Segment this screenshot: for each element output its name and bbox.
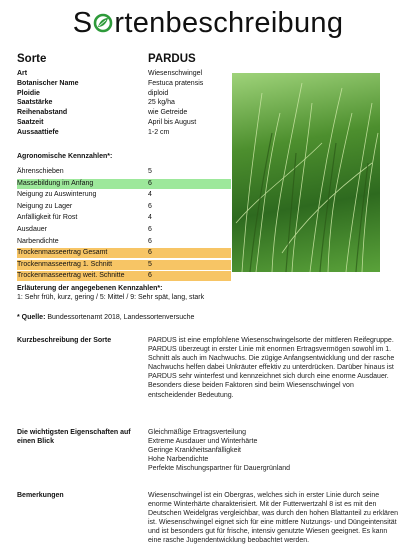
detail-row xyxy=(17,128,231,138)
grass-photo xyxy=(232,73,380,272)
detail-row xyxy=(17,79,231,89)
agronomic-title: Agronomische Kennzahlen*: xyxy=(17,153,113,160)
agronomic-label: Ährenschieben xyxy=(17,168,64,175)
detail-label: Ploidie xyxy=(17,89,40,97)
eigenschaften-title xyxy=(17,428,131,446)
agronomic-row xyxy=(17,167,231,177)
legend-text: 1: Sehr früh, kurz, gering / 5: Mittel / 9: Sehr spät, lang, stark xyxy=(17,294,205,301)
detail-label: Botanischer Name xyxy=(17,79,79,87)
agronomic-value: 6 xyxy=(148,237,152,245)
agronomic-label: Neigung zu Lager xyxy=(17,202,73,210)
agronomic-value: 6 xyxy=(148,179,152,187)
detail-row xyxy=(17,98,231,108)
detail-row xyxy=(17,69,231,79)
agronomic-value: 6 xyxy=(148,202,152,210)
agronomic-label: Trockenmasseertrag weit. Schnitte xyxy=(17,272,125,280)
sorte-name: PARDUS xyxy=(148,53,196,65)
agronomic-row xyxy=(17,237,231,247)
detail-label: Aussaattiefe xyxy=(17,128,59,136)
sorte-label: Sorte xyxy=(17,53,47,65)
title-prefix: S xyxy=(72,7,93,39)
agronomic-row xyxy=(17,213,231,223)
detail-value: April bis August xyxy=(148,119,197,126)
agronomic-row xyxy=(17,179,231,189)
agronomic-label: Trockenmasseertrag Gesamt xyxy=(17,249,108,257)
source-line xyxy=(17,313,194,322)
agronomic-value: 4 xyxy=(148,191,152,199)
agronomic-value: 4 xyxy=(148,214,152,222)
eigenschaften-title-line1: Die wichtigsten Eigenschaften auf xyxy=(17,429,131,436)
source-label: * Quelle: xyxy=(17,314,46,321)
eigenschaften-title-line2: einen Blick xyxy=(17,438,54,445)
detail-row xyxy=(17,89,231,99)
detail-value: 1-2 cm xyxy=(148,128,170,136)
agronomic-row xyxy=(17,202,231,212)
eigenschaften-list xyxy=(148,428,402,473)
detail-row xyxy=(17,108,231,118)
agronomic-value: 6 xyxy=(148,272,152,280)
page-title xyxy=(0,6,416,40)
agronomic-value: 6 xyxy=(148,226,152,233)
detail-label: Art xyxy=(17,70,28,77)
title-suffix: rtenbeschreibung xyxy=(114,7,344,39)
detail-value: Festuca pratensis xyxy=(148,79,204,87)
agronomic-label: Neigung zu Auswinterung xyxy=(17,191,97,199)
source-text: Bundessortenamt 2018, Landessortenversuche xyxy=(47,314,195,321)
bemerkungen-text: Wiesenschwingel ist ein Obergras, welches sich in erster Linie durch seine enorme Winterhärte charakterisiert. Mit der Futterwertzahl 8 ist es mit den Deutschen Weidelgras vergleichbar, was durch den hohen Blattanteil zu erklären ist. Wiesenschwingel eignet sich für eine mittlere Nutzungs- und Düngeintensität und ist besonders gut für frische, intensiv genutzte Wiesen geeignet. Es kann eine rasche Jugendentwicklung beobachtet werden. xyxy=(148,492,399,545)
eigenschaft-item: Extreme Ausdauer und Winterhärte xyxy=(148,438,258,446)
detail-label: Reihenabstand xyxy=(17,109,68,117)
kurz-text: PARDUS ist eine empfohlene Wiesenschwingelsorte der mittleren Reifegruppe. PARDUS überzeugt in erster Linie mit enormen Ertragsvermögen sowohl im 1. Schnitt als auch im Nachwuchs. Die zügige Anfangsentwicklung und der rasche Nachwuchs helfen dabei Unkräuter effektiv zu unterdrücken. Darüber hinaus ist PARDUS sehr winterfest und kennzeichnet sich durch eine enorme Ausdauer. Besonders diese beiden Faktoren sind beim Wiesenschwingel von entscheidender Bedeutung. xyxy=(148,337,395,399)
agronomic-label: Ausdauer xyxy=(17,226,47,233)
eigenschaft-item: Perfekte Mischungspartner für Dauergrünland xyxy=(148,465,291,473)
detail-value: wie Getreide xyxy=(148,109,188,117)
leaf-logo-icon xyxy=(93,13,113,33)
agronomic-value: 6 xyxy=(148,249,152,257)
detail-label: Saatstärke xyxy=(17,99,53,107)
agronomic-row xyxy=(17,225,231,235)
agronomic-value: 5 xyxy=(148,260,152,268)
agronomic-row xyxy=(17,190,231,200)
detail-value: 25 kg/ha xyxy=(148,99,175,107)
grass-illustration xyxy=(232,73,380,272)
legend-title: Erläuterung der angegebenen Kennzahlen*: xyxy=(17,285,163,292)
agronomic-row xyxy=(17,248,231,258)
agronomic-row xyxy=(17,271,231,281)
agronomic-label: Massebildung im Anfang xyxy=(17,179,94,187)
agronomic-value: 5 xyxy=(148,168,152,175)
agronomic-row xyxy=(17,260,231,270)
kurz-title: Kurzbeschreibung der Sorte xyxy=(17,337,112,344)
detail-row xyxy=(17,118,231,128)
agronomic-label: Narbendichte xyxy=(17,237,59,245)
agronomic-label: Trockenmasseertrag 1. Schnitt xyxy=(17,260,113,268)
detail-value: Wiesenschwingel xyxy=(148,70,203,77)
bemerkungen-title: Bemerkungen xyxy=(17,492,64,499)
agronomic-label: Anfälligkeit für Rost xyxy=(17,214,78,222)
eigenschaft-item: Gleichmäßige Ertragsverteilung xyxy=(148,429,247,436)
eigenschaft-item: Geringe Krankheitsanfälligkeit xyxy=(148,447,241,455)
eigenschaft-item: Hohe Narbendichte xyxy=(148,456,209,464)
detail-label: Saatzeit xyxy=(17,119,44,126)
detail-value: diploid xyxy=(148,89,169,97)
